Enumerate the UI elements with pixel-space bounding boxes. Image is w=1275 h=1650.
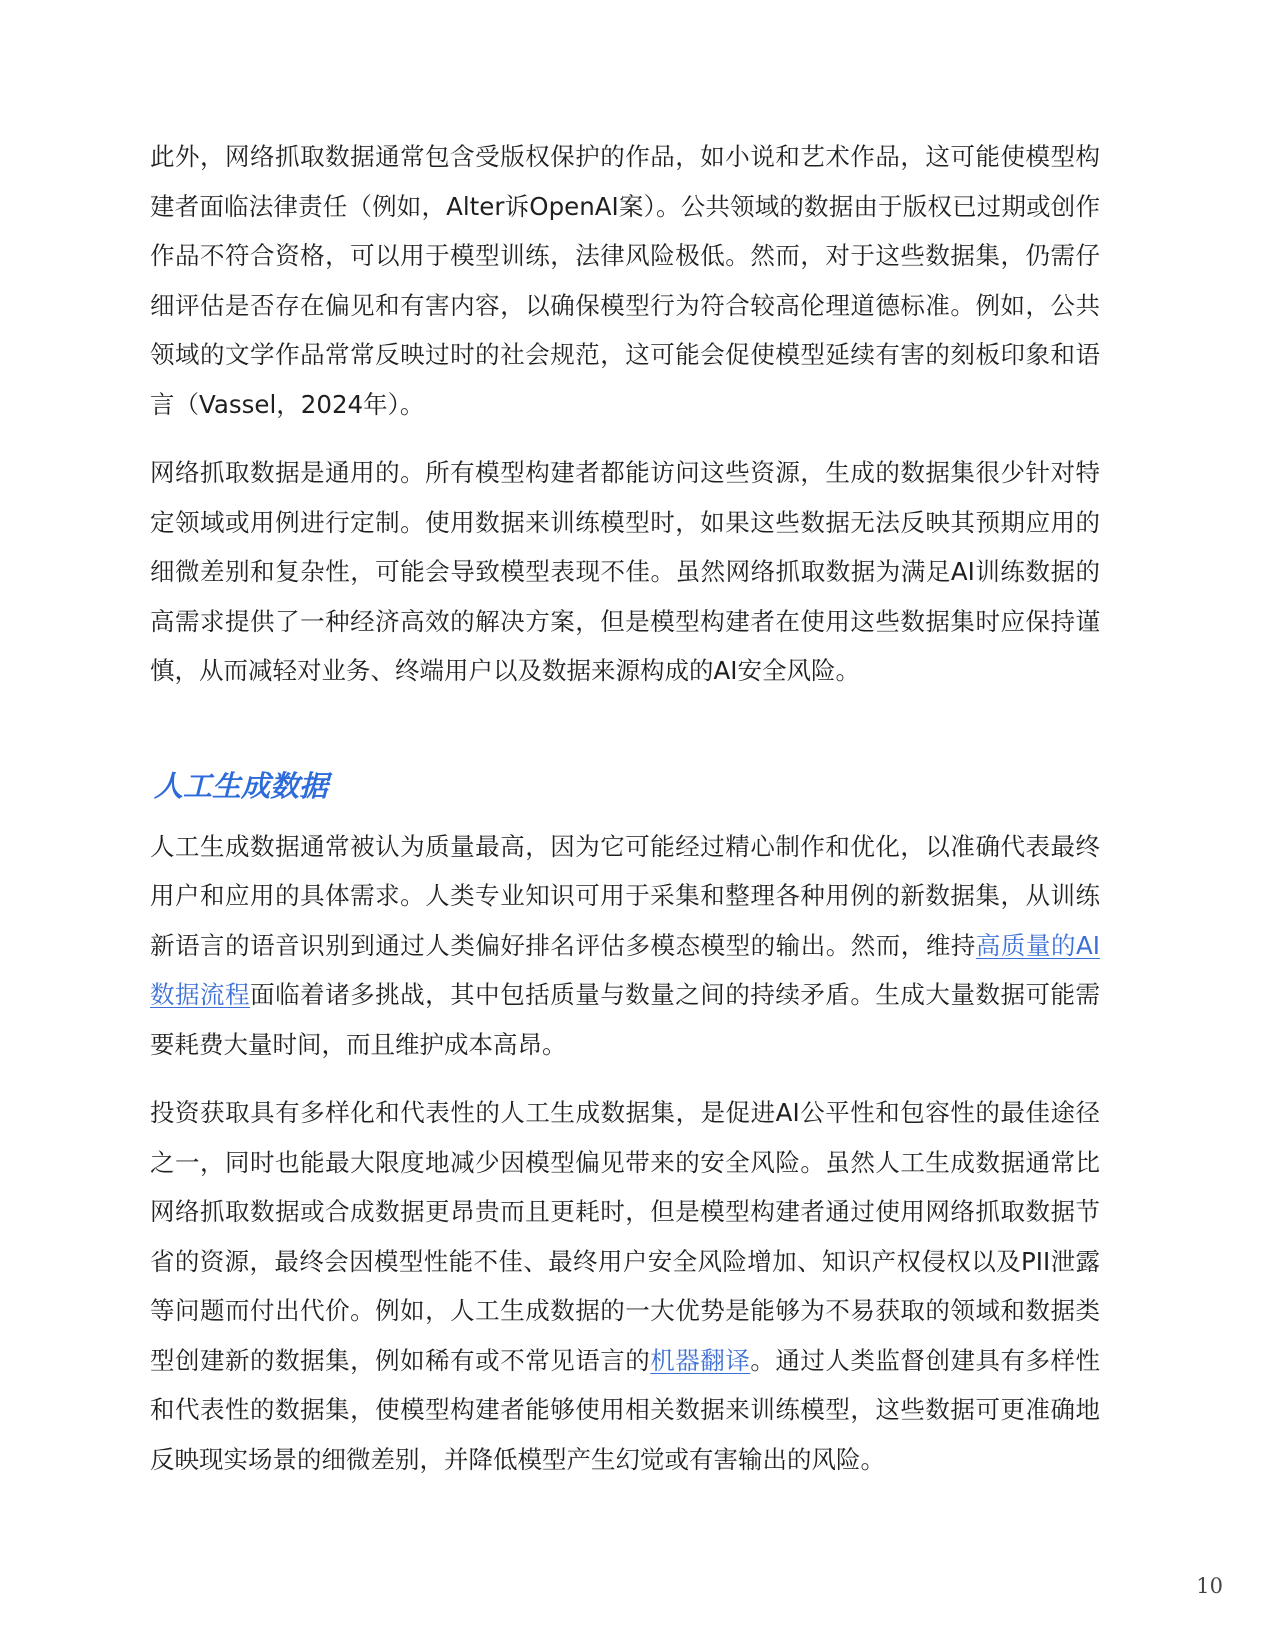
paragraph-copyright-risks: 此外，网络抓取数据通常包含受版权保护的作品，如小说和艺术作品，这可能使模型构建者面临法律责任（例如，Alter诉OpenAI案）。公共领域的数据由于版权已过期或创作作品不符合资格，可以用于模型训练，法律风险极低。然而，对于这些数据集，仍需仔细评估是否存在偏见和有害内容，以确保模型行为符合较高伦理道德标准。例如，公共领域的文学作品常常反映过时的社会规范，这可能会促使模型延续有害的刻板印象和语言（Vassel，2024年）。	[150, 142, 1100, 419]
section-heading-human-generated-data: 人工生成数据	[154, 768, 329, 803]
paragraph-text: 人工生成数据通常被认为质量最高，因为它可能经过精心制作和优化，以准确代表最终用户和应用的具体需求。人类专业知识可用于采集和整理各种用例的新数据集，从训练新语言的语音识别到通过人类偏好排名评估多模态模型的输出。然而，维持	[150, 831, 1100, 960]
paragraph-web-scraped-general: 网络抓取数据是通用的。所有模型构建者都能访问这些资源，生成的数据集很少针对特定领域或用例进行定制。使用数据来训练模型时，如果这些数据无法反映其预期应用的细微差别和复杂性，可能会导致模型表现不佳。虽然网络抓取数据为满足AI训练数据的高需求提供了一种经济高效的解决方案，但是模型构建者在使用这些数据集时应保持谨慎，从而减轻对业务、终端用户以及数据来源构成的AI安全风险。	[150, 458, 1100, 685]
page-number: 10	[1196, 1574, 1223, 1598]
paragraph-human-data-investment	[150, 1088, 1100, 1484]
paragraph-human-data-quality	[150, 822, 1100, 1070]
link-high-quality-ai-data-pipeline[interactable]: 高质量的AI数据流程	[150, 930, 1100, 1009]
link-machine-translation[interactable]: 机器翻译	[650, 1345, 751, 1375]
paragraph-text: 面临着诸多挑战，其中包括质量与数量之间的持续矛盾。生成大量数据可能需要耗费大量时间，而且维护成本高昂。	[150, 980, 1101, 1059]
paragraph-text: 。通过人类监督创建具有多样性和代表性的数据集，使模型构建者能够使用相关数据来训练模型，这些数据可更准确地反映现实场景的细微差别，并降低模型产生幻觉或有害输出的风险。	[150, 1345, 1101, 1474]
section-spacer	[150, 696, 1100, 760]
document-body	[150, 132, 1100, 1484]
paragraph-text: 投资获取具有多样化和代表性的人工生成数据集，是促进AI公平性和包容性的最佳途径之一，同时也能最大限度地减少因模型偏见带来的安全风险。虽然人工生成数据通常比网络抓取数据或合成数据更昂贵而且更耗时，但是模型构建者通过使用网络抓取数据节省的资源，最终会因模型性能不佳、最终用户安全风险增加、知识产权侵权以及PII泄露等问题而付出代价。例如，人工生成数据的一大优势是能够为不易获取的领域和数据类型创建新的数据集，例如稀有或不常见语言的	[150, 1098, 1100, 1375]
